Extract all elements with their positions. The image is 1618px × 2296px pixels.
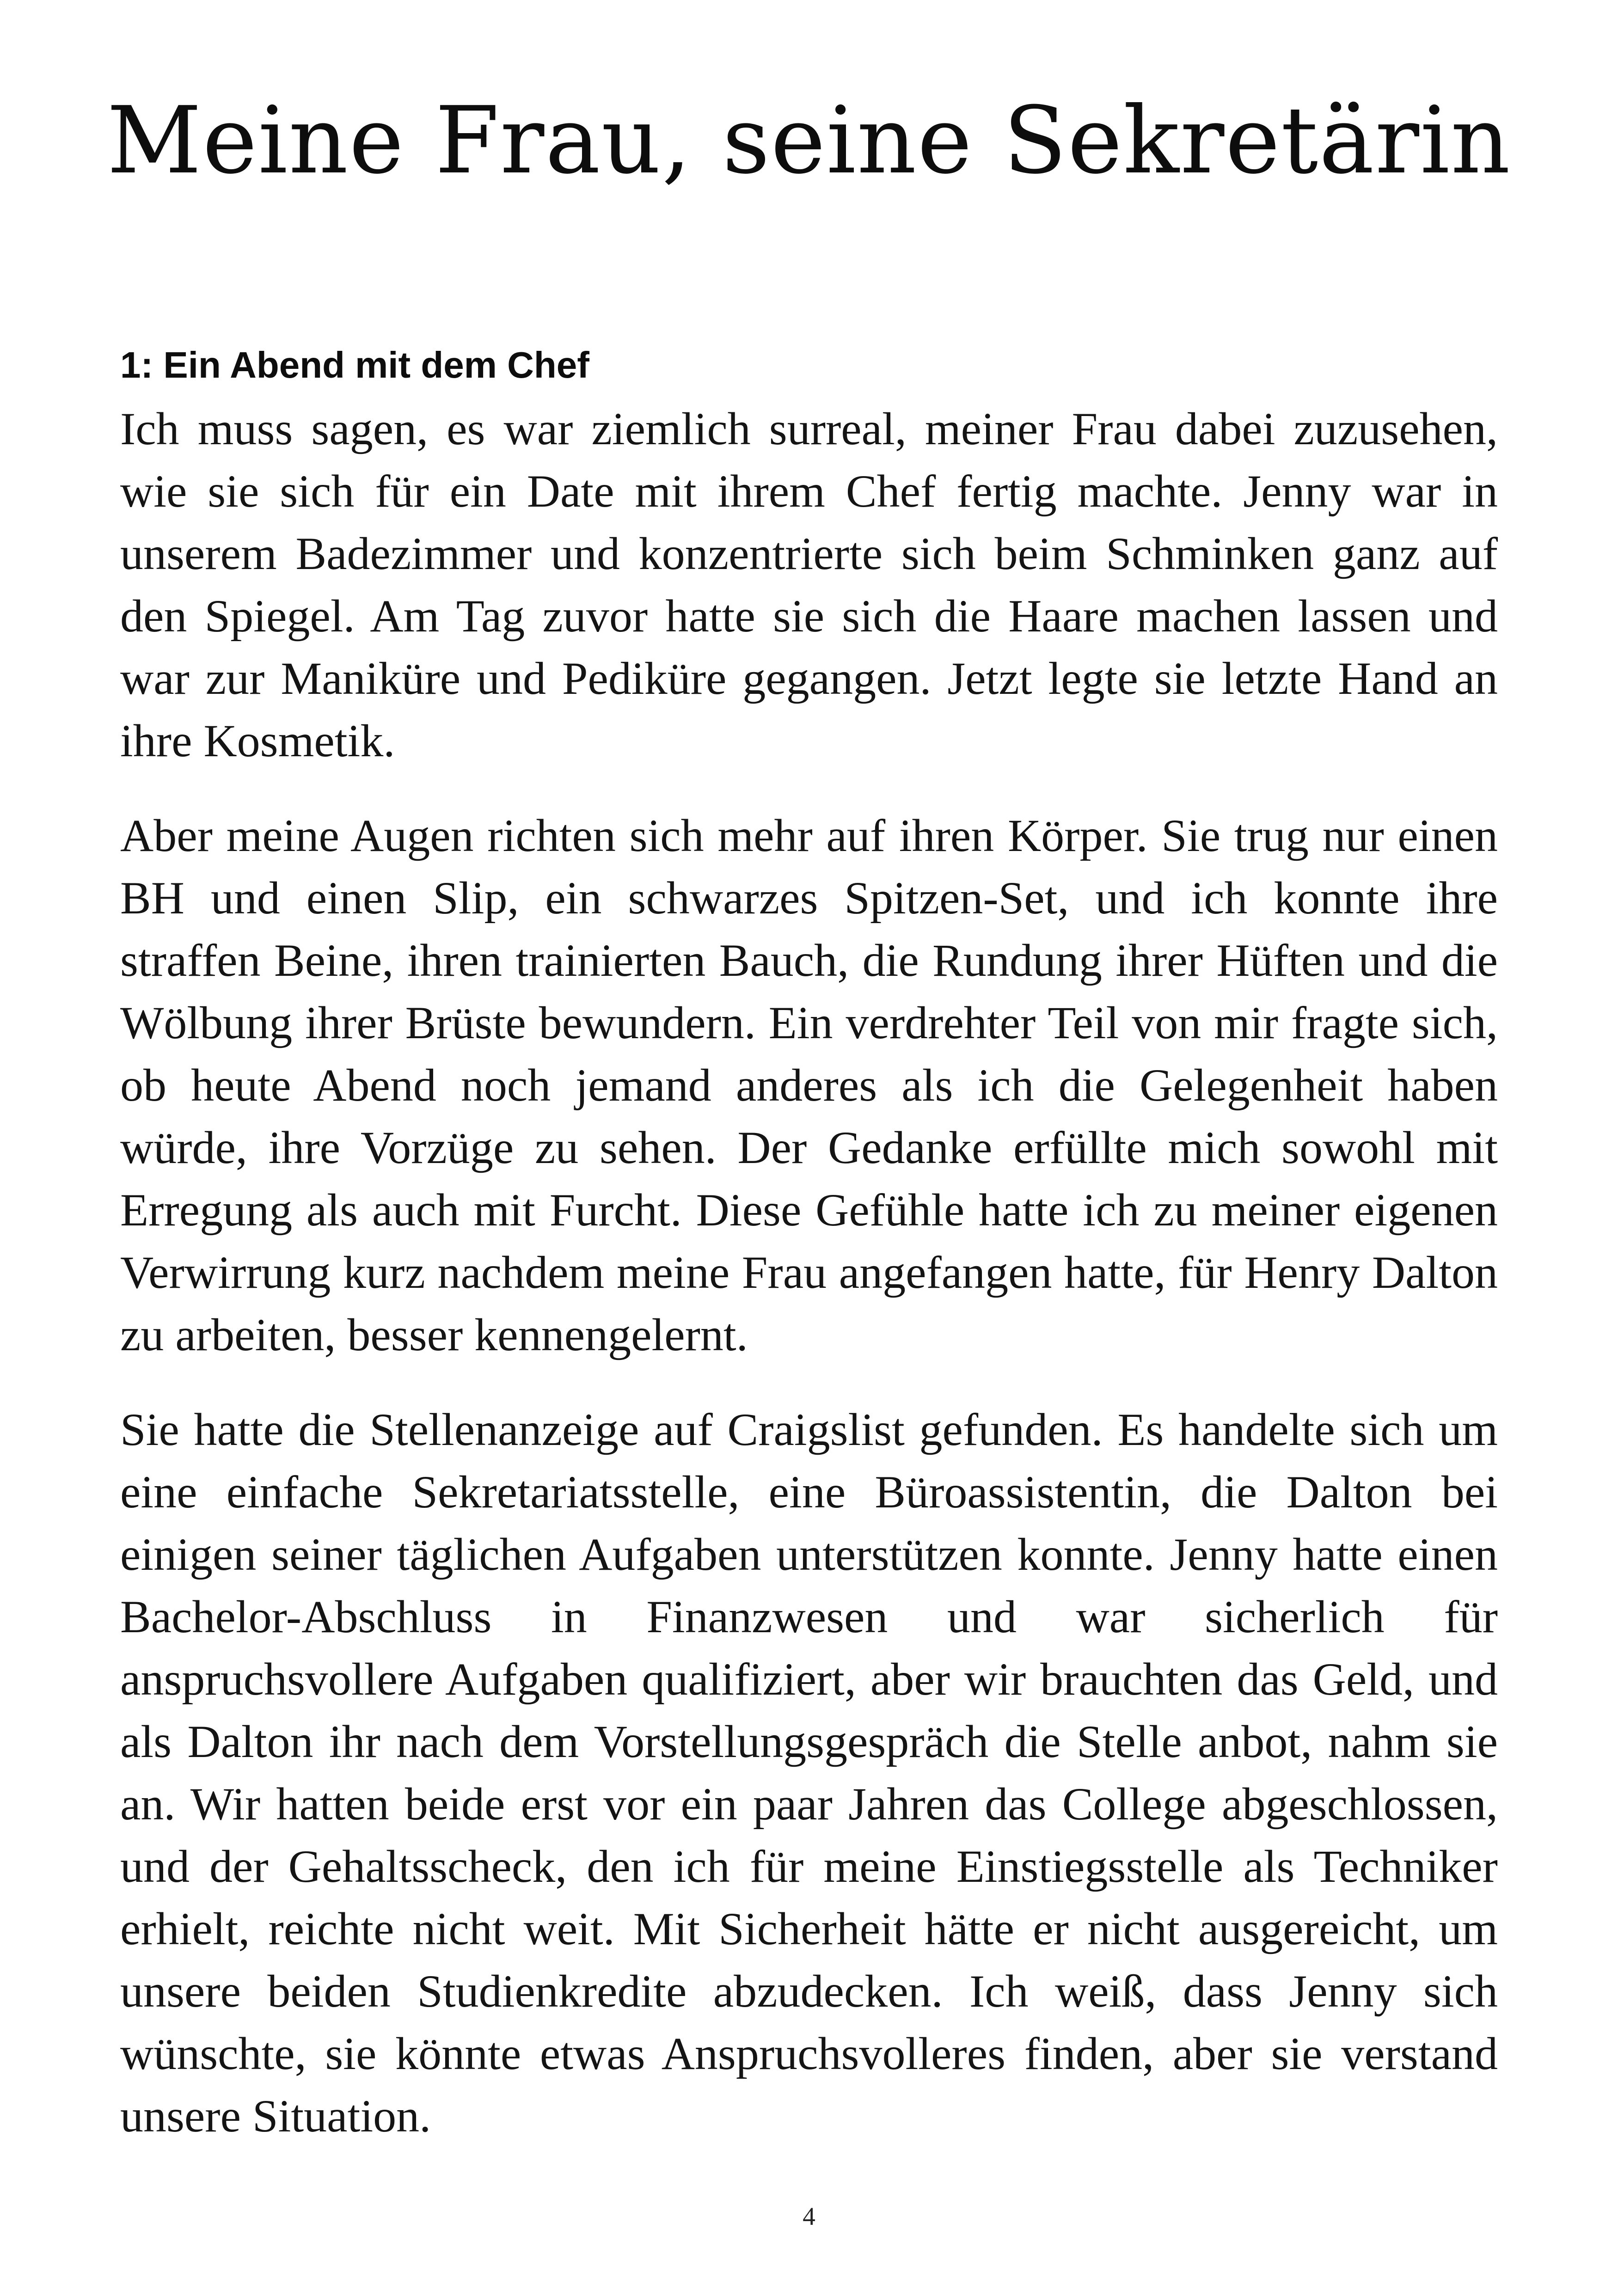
chapter-body bbox=[120, 333, 1498, 2180]
chapter-heading: 1: Ein Abend mit dem Chef bbox=[120, 344, 589, 386]
paragraph-2: Aber meine Augen richten sich mehr auf ihren Körper. Sie trug nur einen BH und einen Slip, ein schwarzes Spitzen-Set, und ich konnte ihre straffen Beine, ihren trainierten Bauch, die Rundung ihrer Hüften und die Wölbung ihrer Brüste bewundern. Ein verdrehter Teil von mir fragte sich, ob heute Abend noch jemand anderes als ich die Gelegenheit haben würde, ihre Vorzüge zu sehen. Der Gedanke erfüllte mich sowohl mit Erregung als auch mit Furcht. Diese Gefühle hatte ich zu meiner eigenen Verwirrung kurz nachdem meine Frau angefangen hatte, für Henry Dalton zu arbeiten, besser kennengelernt. bbox=[120, 810, 1498, 1360]
page-number: 4 bbox=[803, 2202, 815, 2230]
paragraph-3: Sie hatte die Stellenanzeige auf Craigslist gefunden. Es handelte sich um eine einfache Sekretariatsstelle, eine Büroassistentin, die Dalton bei einigen seiner täglichen Aufgaben unterstützen konnte. Jenny hatte einen Bachelor-Abschluss in Finanzwesen und war sicherlich für anspruchsvollere Aufgaben qualifiziert, aber wir brauchten das Geld, und als Dalton ihr nach dem Vorstellungsgespräch die Stelle anbot, nahm sie an. Wir hatten beide erst vor ein paar Jahren das College abgeschlossen, und der Gehaltsscheck, den ich für meine Einstiegsstelle als Techniker erhielt, reichte nicht weit. Mit Sicherheit hätte er nicht ausgereicht, um unsere beiden Studienkredite abzudecken. Ich weiß, dass Jenny sich wünschte, sie könnte etwas Anspruchsvolleres finden, aber sie verstand unsere Situation. bbox=[120, 1404, 1498, 2142]
paragraph-1: Ich muss sagen, es war ziemlich surreal, meiner Frau dabei zuzusehen, wie sie sich für ein Date mit ihrem Chef fertig machte. Jenny war in unserem Badezimmer und konzentrierte sich beim Schminken ganz auf den Spiegel. Am Tag zuvor hatte sie sich die Haare machen lassen und war zur Maniküre und Pediküre gegangen. Jetzt legte sie letzte Hand an ihre Kosmetik. bbox=[120, 403, 1498, 766]
book-title: Meine Frau, seine Sekretärin bbox=[107, 87, 1511, 195]
